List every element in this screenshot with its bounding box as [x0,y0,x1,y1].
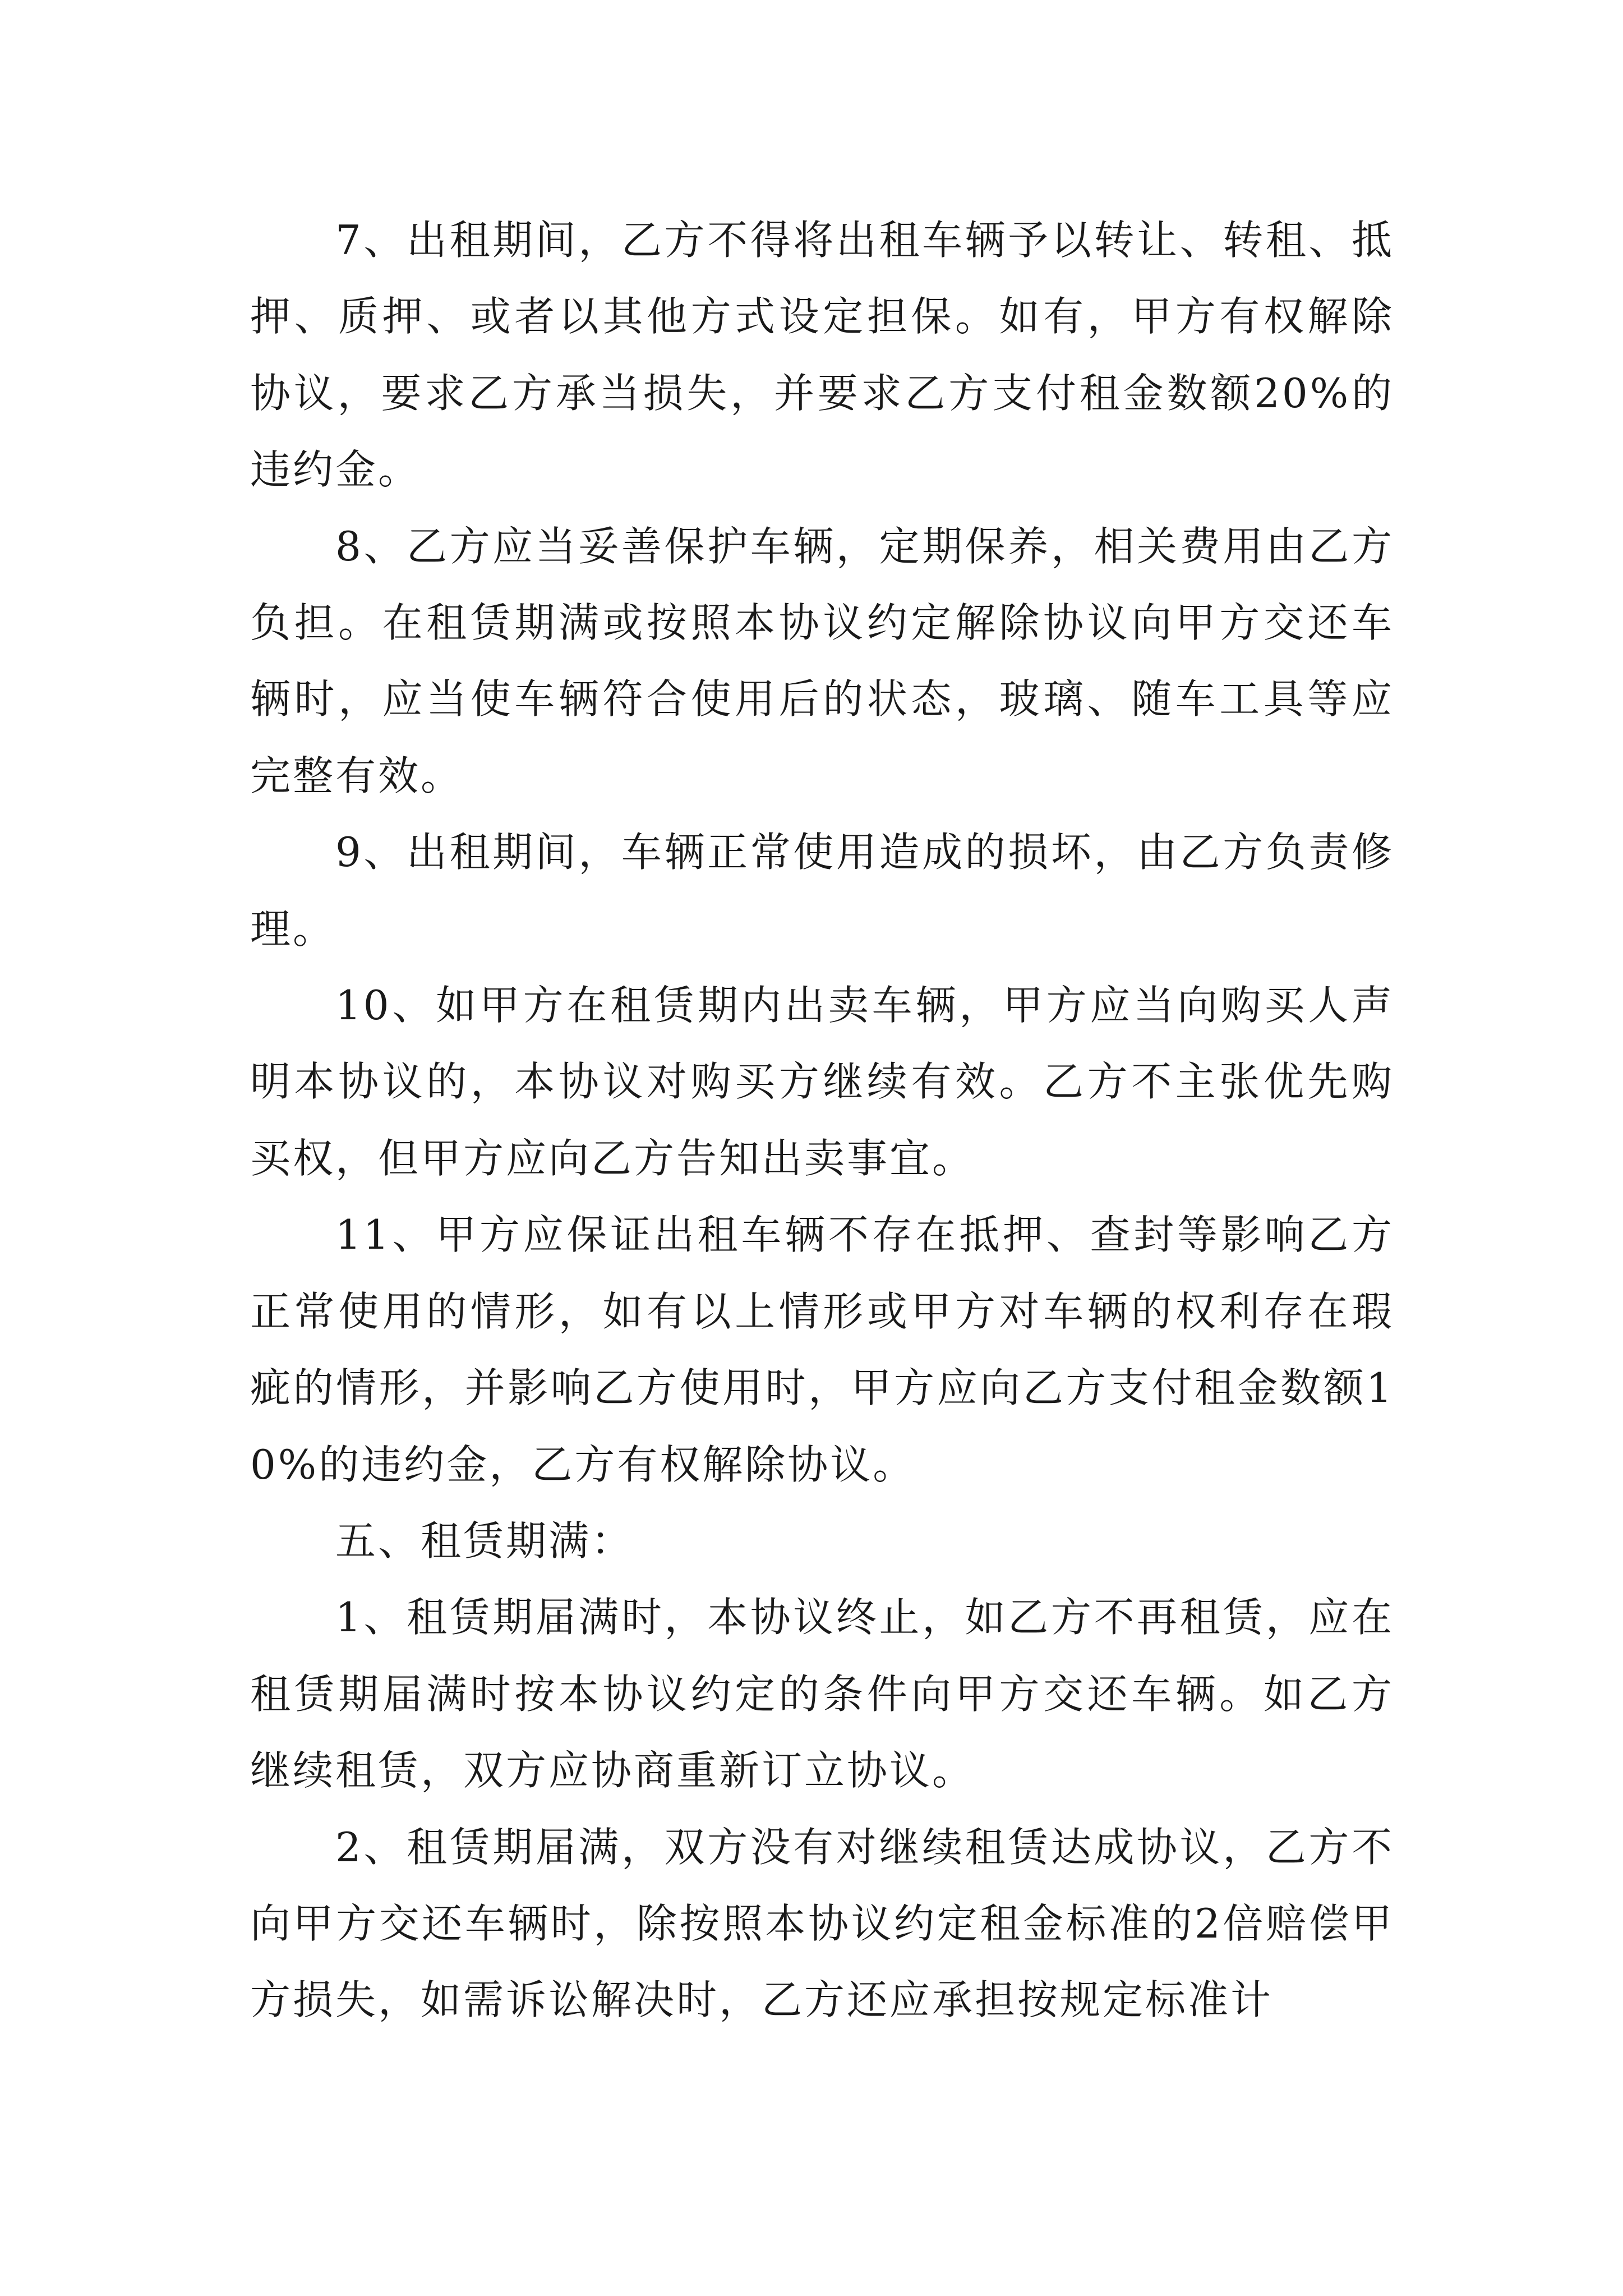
clause-8-paragraph: 8、乙方应当妥善保护车辆，定期保养，相关费用由乙方负担。在租赁期满或按照本协议约定解除协议向甲方交还车辆时，应当使车辆符合使用后的状态，玻璃、随车工具等应完整有效。 [250,522,1394,799]
document-body [250,202,1394,2039]
clause-9-paragraph: 9、出租期间，车辆正常使用造成的损坏，由乙方负责修理。 [250,829,1394,953]
section-5-clause-2-paragraph: 2、租赁期届满，双方没有对继续租赁达成协议，乙方不向甲方交还车辆时，除按照本协议约定租金标准的2倍赔偿甲方损失，如需诉讼解决时，乙方还应承担按规定标准计 [250,1823,1394,2024]
section-5-heading: 五、租赁期满： [335,1517,634,1565]
section-5-clause-1-paragraph: 1、租赁期届满时，本协议终止，如乙方不再租赁，应在租赁期届满时按本协议约定的条件向甲方交还车辆。如乙方继续租赁，双方应协商重新订立协议。 [250,1594,1394,1795]
clause-11-paragraph: 11、甲方应保证出租车辆不存在抵押、查封等影响乙方正常使用的情形，如有以上情形或甲方对车辆的权利存在瑕疵的情形，并影响乙方使用时，甲方应向乙方支付租金数额10%的违约金，乙方有权解除协议。 [250,1211,1394,1488]
clause-10-paragraph: 10、如甲方在租赁期内出卖车辆，甲方应当向购买人声明本协议的，本协议对购买方继续有效。乙方不主张优先购买权，但甲方应向乙方告知出卖事宜。 [250,982,1394,1182]
clause-7-paragraph: 7、出租期间，乙方不得将出租车辆予以转让、转租、抵押、质押、或者以其他方式设定担保。如有，甲方有权解除协议，要求乙方承当损失，并要求乙方支付租金数额20%的违约金。 [250,217,1394,494]
